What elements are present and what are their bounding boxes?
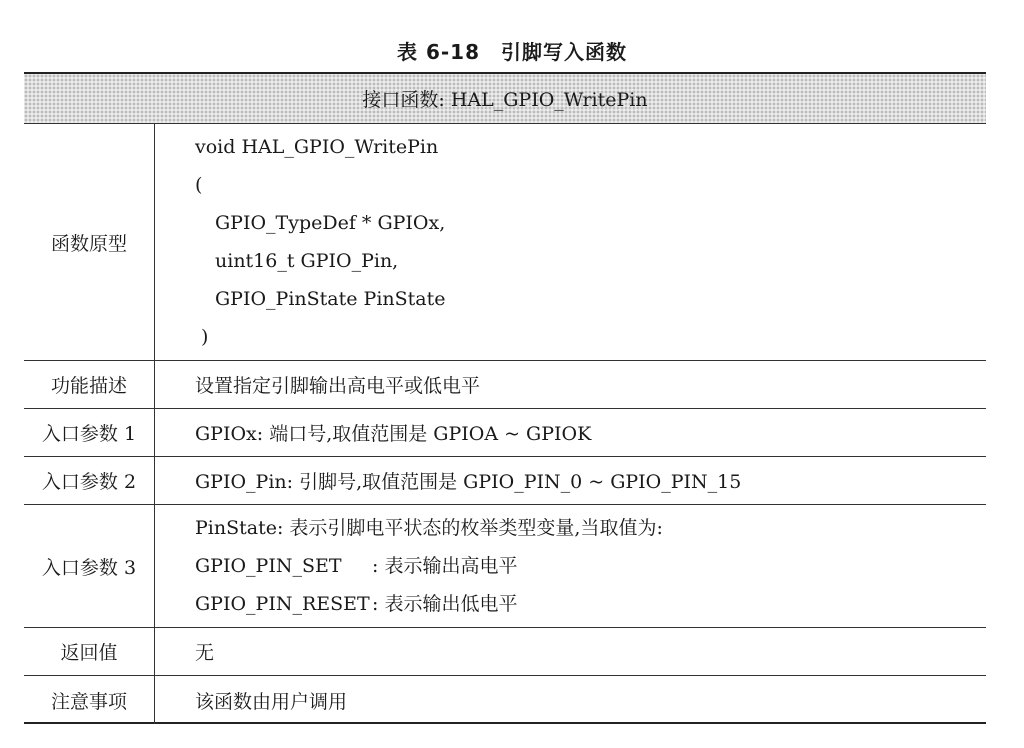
description-label: 功能描述 (24, 361, 155, 409)
return-value: 无 (155, 628, 986, 676)
prototype-line: void HAL_GPIO_WritePin (195, 136, 439, 158)
description-value: 设置指定引脚输出高电平或低电平 (155, 361, 986, 409)
param3-option (195, 585, 986, 623)
option-name: GPIO_PIN_SET (195, 555, 342, 577)
table-header: 接口函数: HAL_GPIO_WritePin (24, 74, 986, 124)
param1-label: 入口参数 1 (24, 409, 155, 457)
return-label: 返回值 (24, 628, 155, 676)
param1-value: GPIOx: 端口号,取值范围是 GPIOA ~ GPIOK (155, 409, 986, 457)
param2-value: GPIO_Pin: 引脚号,取值范围是 GPIO_PIN_0 ~ GPIO_PIN_15 (155, 457, 986, 505)
prototype-line: ) (201, 326, 209, 348)
param2-label: 入口参数 2 (24, 457, 155, 505)
param3-value (155, 505, 986, 628)
table-caption: 表 6-18 引脚写入函数 (396, 40, 627, 64)
prototype-label: 函数原型 (24, 124, 155, 361)
prototype-line: uint16_t GPIO_Pin, (215, 250, 399, 272)
function-table (24, 72, 986, 724)
option-desc: : 表示输出低电平 (372, 593, 518, 615)
param3-label: 入口参数 3 (24, 505, 155, 628)
option-name: GPIO_PIN_RESET (195, 593, 370, 615)
notes-label: 注意事项 (24, 676, 155, 724)
prototype-line: GPIO_PinState PinState (215, 288, 446, 310)
notes-value: 该函数由用户调用 (195, 690, 348, 713)
prototype-value (155, 124, 986, 361)
param3-intro: PinState: 表示引脚电平状态的枚举类型变量,当取值为: (195, 517, 663, 539)
prototype-line: GPIO_TypeDef * GPIOx, (215, 212, 446, 234)
param3-option (195, 547, 986, 585)
prototype-line: ( (195, 174, 203, 196)
option-desc: : 表示输出高电平 (372, 555, 518, 577)
